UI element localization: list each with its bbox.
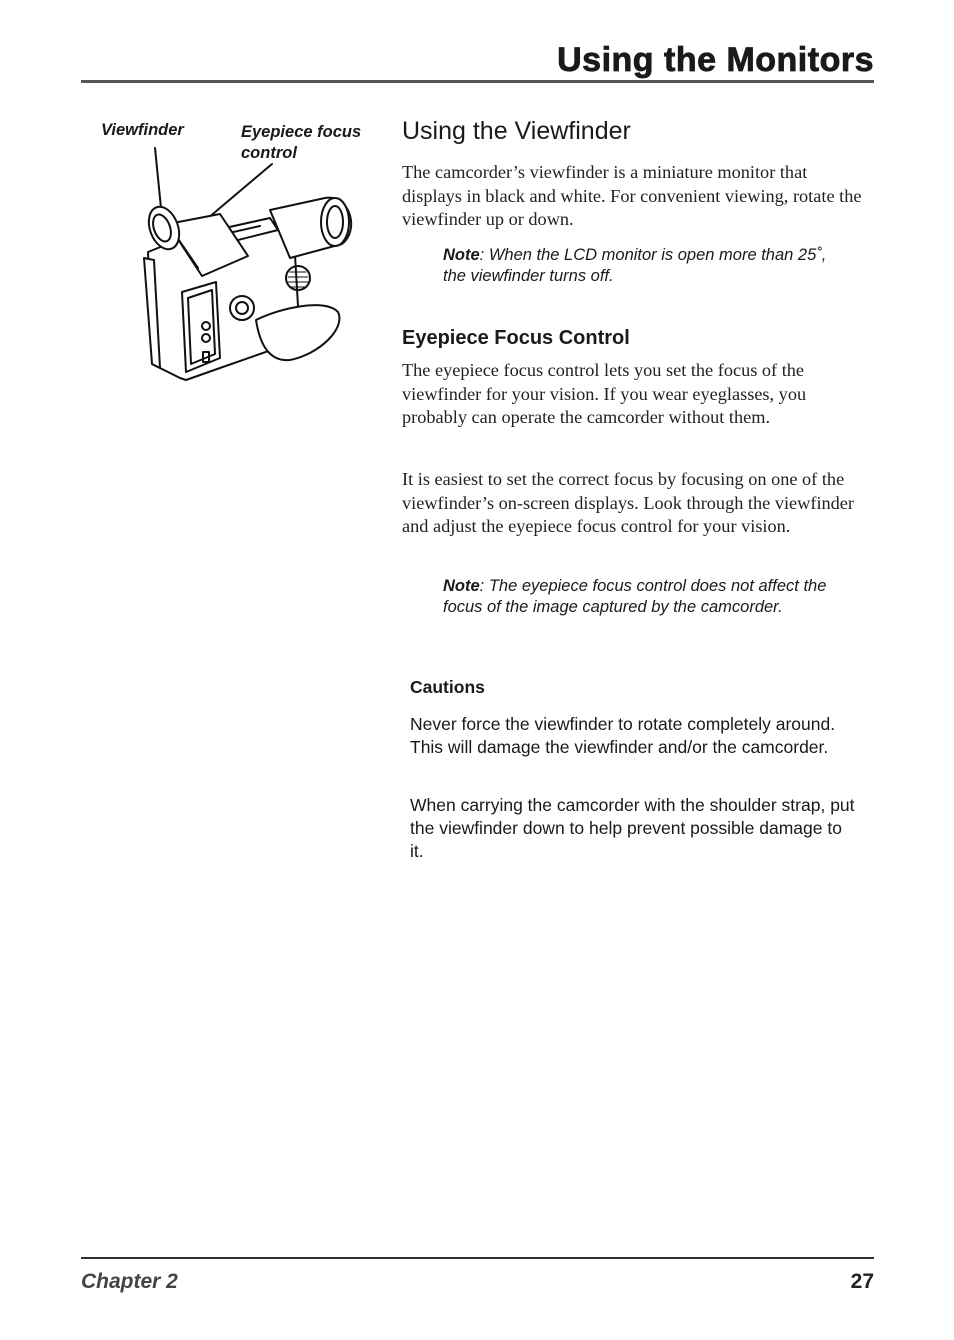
camcorder-illustration <box>120 140 370 400</box>
intro-paragraph: The camcorder’s viewfinder is a miniature monitor that displays in black and white. For convenient viewing, rotate the viewfinder up or down. <box>402 162 862 229</box>
focus-paragraph-2: It is easiest to set the correct focus by focusing on one of the viewfinder’s on-screen displays. Look through the viewfinder and adjust the eyepiece focus control for your vision. <box>402 469 855 536</box>
caution-item-2: When carrying the camcorder with the shoulder strap, put the viewfinder down to help prevent possible damage to it. <box>410 795 855 861</box>
footer-chapter: Chapter 2 <box>81 1270 178 1293</box>
header-rule <box>81 80 874 83</box>
note-label: Note <box>443 246 480 264</box>
caution-item-1: Never force the viewfinder to rotate completely around. This will damage the viewfinder and/or the camcorder. <box>410 714 836 757</box>
eyepiece-focus-label: Eyepiece focus control <box>241 123 362 162</box>
viewfinder-label: Viewfinder <box>101 121 184 139</box>
section-heading: Using the Viewfinder <box>402 117 631 145</box>
page-number: 27 <box>850 1270 874 1293</box>
focus-paragraph-1: The eyepiece focus control lets you set the focus of the viewfinder for your vision. If you wear eyeglasses, you probably can operate the camcorder without them. <box>402 360 807 427</box>
note-text: : The eyepiece focus control does not affect the focus of the image captured by the camcorder. <box>443 577 827 616</box>
footer-rule <box>81 1257 874 1259</box>
note-label: Note <box>443 577 480 595</box>
cautions-heading: Cautions <box>410 677 485 697</box>
note-lcd <box>443 245 843 287</box>
note-focus <box>443 576 843 618</box>
page-title: Using the Monitors <box>557 41 874 79</box>
subsection-heading: Eyepiece Focus Control <box>402 327 630 349</box>
note-text: : When the LCD monitor is open more than 25˚, the viewfinder turns off. <box>443 246 827 285</box>
